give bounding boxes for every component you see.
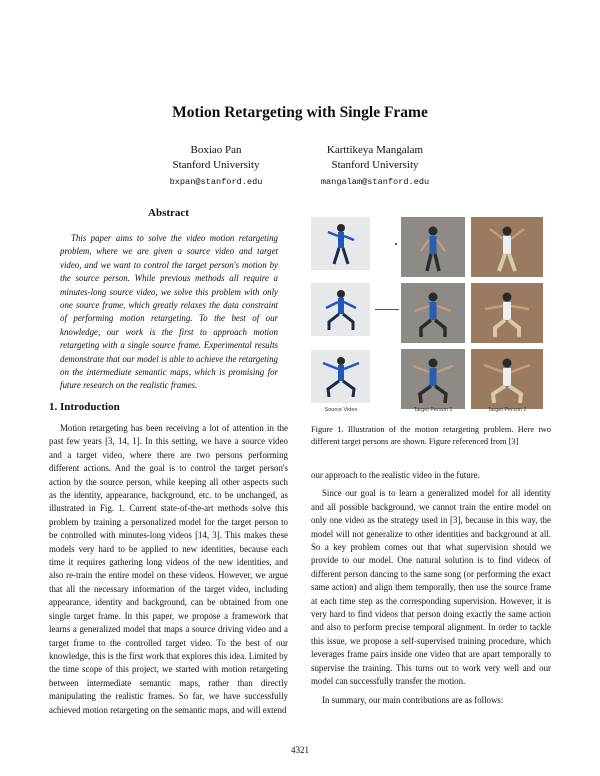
target2-frame-2 [471,283,543,343]
target1-frame-2 [401,283,465,343]
person-figure [411,291,455,339]
intro-column-left [49,422,288,717]
target1-frame-1 [401,217,465,277]
author-name: Boxiao Pan [190,144,242,156]
intro-column-right [311,469,551,707]
target2-frame-3 [471,349,543,409]
author-email[interactable]: mangalam@stanford.edu [320,177,430,187]
intro-paragraph-3: In summary, our main contributions are as follows: [322,694,504,705]
author-affiliation: Stanford University [331,159,419,171]
person-figure [409,357,457,405]
author-name: Karttikeya Mangalam [326,144,424,156]
figure-label-target1: Target Person 1 [413,407,453,413]
person-figure [416,225,450,273]
person-figure [484,225,530,273]
abstract-section [49,207,288,393]
intro-paragraph-2: Since our goal is to learn a generalized model for all identity and all possible background, we cannot train the entire model on only one video as the strategy used in [3], because in this way, the model will not generalize to other identities and background at all. So a key problem comes out that what supervision should we provide to our model. One natural solution is to find videos of different person dancing to the same song (or performing the exact same action) and align them temporally, then use the source frame at each time step as the corresponding supervision. However, it is very hard to find videos that person doing exactly the same action and also to perform precise temporal alignment. In order to tackle this issue, we propose a self-supervised training procedure, which leverages frame pairs inside one video that are apart temporally to supervise the training. This turns out to work very well and our model can successfully transfer the motion. [311,488,551,687]
connector-line [375,309,399,310]
source-frame-2 [311,283,370,336]
person-figure [481,291,533,339]
target2-frame-1 [471,217,543,277]
source-frame-1 [311,217,370,270]
source-frame-3 [311,350,370,403]
target1-frame-3 [401,349,465,409]
intro-paragraph-1-continued: our approach to the realistic video in the future. [311,470,480,480]
dancer-figure [324,222,358,266]
figure-1 [311,207,551,413]
paper-title: Motion Retargeting with Single Frame [172,104,428,121]
author-affiliation: Stanford University [172,159,260,171]
figure-caption: Figure 1. Illustration of the motion retargeting problem. Here two different target persons are shown. Figure referenced from [3] [311,425,551,446]
intro-paragraph-1: Motion retargeting has been receiving a lot of attention in the past few years [3, 14, 1]. In this setting, we have a source video and a target video, where there are two persons performing different actions. And the goal is to control the target person's action by the source person, while keeping all other aspects such as the identity, appearance, background, etc. to be unchanged, as illustrated in Fig. 1. Current state-of-the-art methods solve this problem by training a personalized model for the target person to be controlled with minutes-long videos [14, 3]. This makes these models very hard to be applied to new identities, because each time it requires gathering long videos of the new identities, and also re-train the entire model on these videos. However, we argue that all the necessary information of the target video, including appearance, identity and background, can be obtained from one single target frame. In this paper, we propose a framework that learns a generalized model that maps a source driving video and a target frame to the controlled target video. To the best of our knowledge, this is the first work that explores this idea. Limited by the time scope of this project, we started with motion retargeting between intermediate semantic maps, rather than directly manipulating the realistic frames. So far, we have successfully achieved motion retargeting on the semantic maps, and will extend [49,423,288,715]
page-number: 4321 [291,745,309,755]
intro-heading: 1. Introduction [49,401,120,413]
connector-dot [395,243,397,245]
abstract-heading: Abstract [148,207,189,219]
author-email[interactable]: bxpan@stanford.edu [169,177,263,187]
person-figure [480,357,534,405]
author-block-2 [275,143,475,190]
figure-label-target2: Target Person 2 [487,407,527,413]
abstract-text: This paper aims to solve the video motion retargeting problem, where we are given a source video and target video, and we want to control the target person's motion by the source person. While previous methods all require a minutes-long source video, we solve this problem with only one source frame, which greatly relaxes the data constraint of performing motion retargeting. To the best of our knowledge, our work is the first to approach motion retargeting with a single source frame. Experimental results demonstrate that our model is able to achieve the retargeting on the intermediate semantic maps, which is promising for future research on the realistic frames. [60,233,278,391]
dancer-figure [319,355,363,399]
dancer-figure [321,288,361,332]
figure-image [311,207,551,413]
figure-label-source: Source Video [324,407,358,413]
